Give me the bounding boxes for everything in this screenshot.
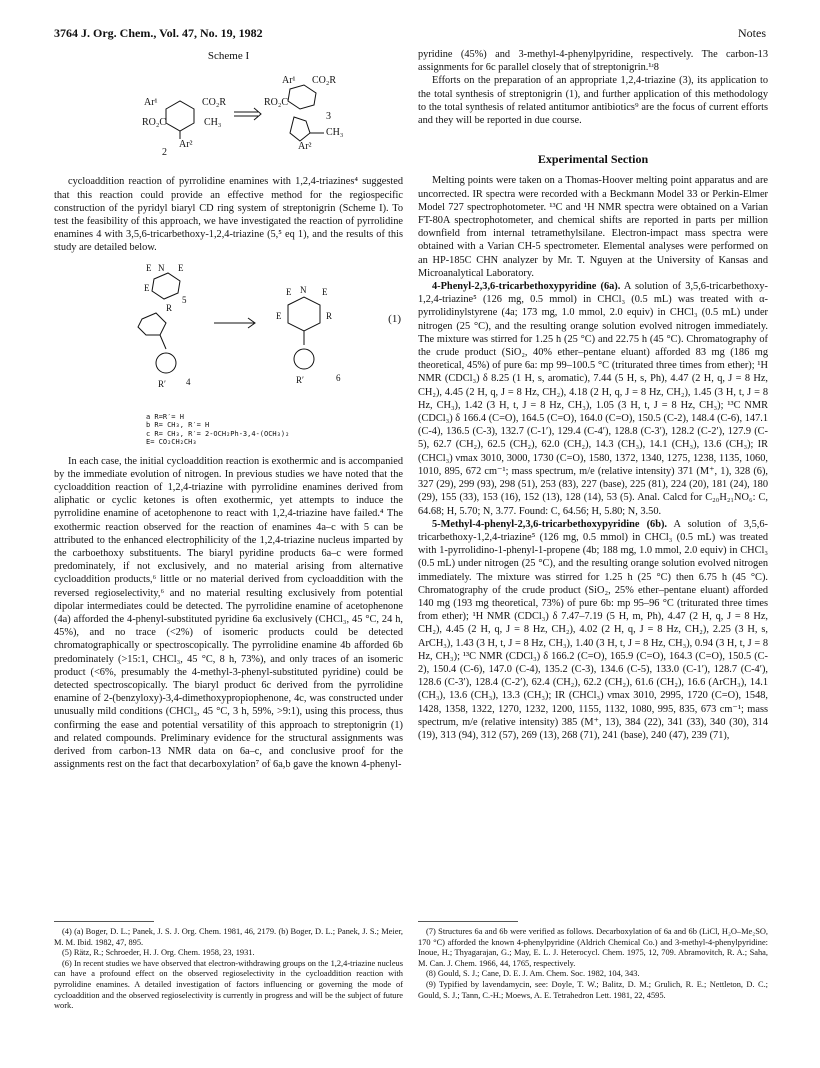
scheme-co2r-left: CO₂R <box>202 97 227 109</box>
scheme-ro2c-left: RO₂C <box>142 117 167 129</box>
footnote-8: (8) Gould, S. J.; Cane, D. E. J. Am. Chem. Soc. 1982, 104, 343. <box>426 969 640 979</box>
scheme-ar1-left: Ar¹ <box>144 97 158 109</box>
eq-E-3: E <box>144 282 150 293</box>
eq-N-1: N <box>158 262 165 273</box>
scheme-ar1-top: Ar¹ <box>282 75 296 87</box>
eq-R-6: R <box>326 310 333 321</box>
scheme-label-3: 3 <box>326 111 331 123</box>
eq-Rprime-4: R′ <box>158 378 166 389</box>
scheme-ar2-right: Ar² <box>298 141 312 153</box>
footnote-9: (9) Typified by lavendamycin, see: Doyle, T. W.; Balitz, D. M.; Grulich, R. E.; Nettleton, D. C.; Gould, S. J.; Tann, C.-H.; Moews, A. E. Tetrahedron Lett. 1981, 22, 4595. <box>418 979 768 1000</box>
eq-E-6c: E <box>276 310 282 321</box>
eq-N-6: N <box>300 284 307 295</box>
footnote-rule-left <box>54 921 154 922</box>
scheme-label-2: 2 <box>162 147 167 159</box>
paragraph-compound-6a <box>418 280 768 518</box>
aryl-ring-6 <box>294 349 314 369</box>
triazine-5-ring <box>152 273 180 299</box>
right-column <box>418 48 768 742</box>
legend-line-b: b R= CH₃, R′= H <box>146 421 210 430</box>
footnotes-left <box>54 927 403 1012</box>
scheme-diagram <box>54 67 403 171</box>
compound-6a-title: 4-Phenyl-2,3,6-tricarbethoxypyridine (6a). <box>432 281 621 293</box>
scheme-enamine-ring <box>290 117 310 141</box>
paragraph-compound-6b <box>418 518 768 742</box>
eq-R-4: R <box>166 302 173 313</box>
eq-E-1: E <box>146 262 152 273</box>
left-column <box>54 48 403 772</box>
footnote-6: (6) In recent studies we have observed that electron-withdrawing groups on the 1,2,4-triazine nucleus can have a profound effect on the observed regioselectivity in the cycloaddition reaction with pyrrolidine enamines. A detailed investigation of factors influencing or governing the mode of cycloaddition and the observed regioselectivity is currently in progress and will be the subject of future work. <box>54 958 403 1011</box>
scheme-co2r-top: CO₂R <box>312 75 337 87</box>
enamine-4-ring <box>138 313 166 335</box>
legend-line-c: c R= CH₃, R′= 2-OCH₂Ph-3,4-(OCH₃)₂ <box>146 429 290 438</box>
equation-1 <box>54 261 403 411</box>
footnote-rule-right <box>418 921 518 922</box>
experimental-heading: Experimental Section <box>537 152 649 167</box>
pyridine-6-ring <box>288 297 320 331</box>
eq-E-6b: E <box>322 286 328 297</box>
footnote-4: (4) (a) Boger, D. L.; Panek, J. S. J. Org. Chem. 1981, 46, 2179. (b) Boger, D. L.; Panek, J. S.; Meier, M. M. Ibid. 1982, 47, 895. <box>54 927 403 947</box>
eq-E-2: E <box>178 262 184 273</box>
legend-line-a: a R=R′= H <box>146 412 184 421</box>
scheme-title: Scheme I <box>207 50 250 62</box>
scheme-ar2-left: Ar² <box>179 139 193 151</box>
legend-line-e: E= CO₂CH₂CH₃ <box>146 438 197 447</box>
scheme-triazine-ring <box>288 85 316 109</box>
scheme-pyridine-ring-left <box>166 101 194 131</box>
compound-6b-title: 5-Methyl-4-phenyl-2,3,6-tricarbethoxypyridine (6b). <box>432 518 667 530</box>
eq-Rprime-6: R′ <box>296 374 304 385</box>
eq-label-6: 6 <box>336 372 341 383</box>
compound-6b-body: A solution of 3,5,6-tricarbethoxy-1,2,4-triazine⁵ (126 mg, 0.5 mmol) in CHCl₃ (0.5 mL) was treated with 1-pyrrolidino-1-phenyl-1-propene (4b; 188 mg, 1.0 mmol, 2.0 equiv) in CHCl₃ (0.5 mL) under nitrogen (25 °C), and the resulting orange solution evolved nitrogen immediately. The mixture was stirred for 1.25 h (25 °C) then 6.75 h (45 °C). Chromatography of the crude product (SiO₂, 25% ether–pentane eluant) afforded 140 mg (193 mg theoretical, 73%) of pure 6b: mp 95–96 °C (triturated three times from ether); ¹H NMR (CDCl₃) δ 7.47–7.19 (5 H, m, Ph), 4.47 (2 H, q, J = 8 Hz, CH₂), 4.45 (2 H, q, J = 8 Hz, CH₂), 4.02 (2 H, q, J = 8 Hz, CH₂), 2.25 (3 H, s, ArCH₃), 1.43 (3 H, t, J = 8 Hz, CH₃), 1.40 (3 H, t, J = 8 Hz, CH₃), 0.94 (3 H, t, J = 8 Hz, CH₃); ¹³C NMR (CDCl₃) δ 166.2 (C=O), 165.9 (C=O), 164.3 (C=O), 150.5 (C-2), 150.4 (C-6), 147.0 (C-4), 135.2 (C-3), 134.6 (C-5), 133.0 (C-1′), 128.7 (C-4′), 128.6 (C-3′), 128.4 (C-2′), 62.4 (CH₂), 62.2 (CH₂), 61.6 (CH₂), 16.6 (ArCH₃), 14.1 (CH₃), 13.6 (CH₃), 13.3 (CH₃); IR (CHCl₃) νmax 3010, 2995, 1720 (C=O), 1548, 1428, 1358, 1322, 1270, 1232, 1200, 1155, 1132, 1080, 995, 835, 673 cm⁻¹; mass spectrum, m/e (relative intensity) 385 (M⁺, 13), 384 (22), 341 (33), 340 (30), 314 (19), 313 (94), 312 (57), 269 (13), 268 (71), 241 (base), 240 (47), 239 (71), <box>418 518 768 741</box>
scheme-ch3-left: CH₃ <box>204 117 222 129</box>
scheme-ch3-right: CH₃ <box>326 127 344 139</box>
eq-E-6a: E <box>286 286 292 297</box>
footnote-7: (7) Structures 6a and 6b were verified as follows. Decarboxylation of 6a and 6b (LiCl, H₂O–Me₂SO, 170 °C) afforded the known 4-phenylpyridine (Aldrich Chemical Co.) and 3-methyl-4-phenylpyridine: Inoue, H.; Thyagarajan, G.; May, E. L. J. Heterocycl. Chem. 1975, 12, 709. Abramovitch, R. A.; Saha, M. Can. J. Chem. 1966, 44, 1765, respectively. <box>418 927 768 968</box>
aryl-ring-4 <box>156 353 176 373</box>
journal-citation: 3764 J. Org. Chem., Vol. 47, No. 19, 1982 <box>54 26 263 40</box>
equation-number: (1) <box>388 312 401 325</box>
paragraph-continuation: pyridine (45%) and 3-methyl-4-phenylpyridine, respectively. The carbon-13 assignments for 6c parallel closely that of streptonigrin.¹ʴ8 <box>418 49 768 74</box>
equation-diagram <box>54 261 403 411</box>
scheme-ro2c-right: RO₂C <box>264 97 289 109</box>
eq-label-4: 4 <box>186 376 191 387</box>
running-header <box>54 26 766 42</box>
paragraph-efforts: Efforts on the preparation of an appropriate 1,2,4-triazine (3), its application to the total synthesis of streptonigrin (1), and further application of this methodology to the total synthesis of related antitumor antibiotics⁹ are the focus of current efforts and they will be reported in due course. <box>418 75 768 127</box>
paragraph-general-methods: Melting points were taken on a Thomas-Hoover melting point apparatus and are uncorrected. IR spectra were recorded with a Beckmann Model 33 or Perkin-Elmer Model 727 spectrophotometer. ¹³C and ¹H NMR spectra were obtained on a Varian FT-80A spectrophotometer, and chemical shifts are reported in parts per million downfield from internal tetramethylsilane. Electron-impact mass spectra were obtained with a Varian CH-5 spectrometer. Elemental analyses were performed on an HP-185C CHN analyzer by Mr. T. Nguyen at the University of Kansas and Microanalytical Laboratory. <box>418 175 768 279</box>
footnotes-right <box>418 927 768 1001</box>
eq-label-5: 5 <box>182 294 187 305</box>
paragraph-results: In each case, the initial cycloaddition reaction is exothermic and is accompanied by the immediate evolution of nitrogen. In previous studies we have noted that the cycloaddition reaction of 1,2,4-triazine with pyrrolidine enamines derived from aliphatic or cyclic ketones is often exothermic, yet attempts to induce the pyrrolidine enamine of acetophenone to react with 1,2,4-triazine have failed.⁴ The exothermic reaction observed for the reaction of enamines 4a–c with 5 can be attributed to the enhanced electrophilicity of the 1,2,4-triazine nucleus imparted by the carboethoxy substituents. The biaryl pyridine products 6a–c were formed predominately, if not exclusively, and no material arising from alternative cycloaddition products,⁶ little or no material derived from cycloaddition with the reversed regioselectivity,⁶ and no material resulting exclusively from potential dipolar intermediates could be detected. The pyrrolidine enamine of acetophenone (4a) afforded the 4-phenyl-substituted pyridine 6a exclusively (CHCl₃, 45 °C, 24 h, 45%), and no trace (<2%) of isomeric products could be detected chromatographically or spectroscopically. The pyrrolidine enamine 4b afforded 6b predominately (>15:1, CHCl₃, 45 °C, 8 h, 73%), and only traces of an isomeric product (<6%, presumably the 4-methyl-3-phenyl-substituted pyridine) could be detected spectroscopically. The biaryl product 6c derived from the pyrrolidine enamine of 2-(benzyloxy)-3,4-dimethoxypropiophenone, 4c, was constructed under unusually mild conditions (CHCl₃, 45 °C, 3 h, 59%, >9:1), using this process, thus confirming the ease and potential versatility of this approach to streptonigrin (1) and related compounds. Preliminary evidence for the structural assignments was derived from carbon-13 NMR data on 6a–c, and conclusive proof for the assignments rest on the fact that decarboxylation⁷ of 6a,b gave the known 4-phenyl- <box>54 455 403 771</box>
compound-legend <box>54 413 403 449</box>
footnote-5: (5) Rätz, R.; Schroeder, H. J. Org. Chem. 1958, 23, 1931. <box>62 948 255 958</box>
paragraph-intro: cycloaddition reaction of pyrrolidine enamines with 1,2,4-triazines⁴ suggested that this reaction could provide an effective method for the regiospecific construction of the pyridyl biaryl CD ring system of streptonigrin (Scheme I). To test the feasibility of this approach, we have investigated the reaction of pyrrolidine enamines 4 with 3,5,6-tricarbethoxy-1,2,4-triazine (5,⁵ eq 1), and the results of this study are detailed below. <box>54 176 403 254</box>
section-label: Notes <box>738 26 766 40</box>
compound-6a-body: A solution of 3,5,6-tricarbethoxy-1,2,4-triazine⁵ (126 mg, 0.5 mmol) in CHCl₃ (0.5 mL) was treated with α-pyrrolidinylstyrene (4a; 173 mg, 1.0 mmol, 2.0 equiv) in CHCl₃ (0.5 mL) under nitrogen (25 °C), and the resulting orange solution evolved nitrogen immediately. The mixture was stirred for 1.25 h (25 °C) and 22.75 h (45 °C). Chromatography of the crude product (SiO₂, 40% ether–pentane eluant) afforded 83 mg (186 mg theoretical, 45%) of pure 6a: mp 99–100.5 °C (triturated three times from ether); ¹H NMR (CDCl₃) δ 8.25 (1 H, s, aromatic), 7.44 (5 H, s, Ph), 4.47 (2 H, q, J = 8 Hz, CH₂), 4.45 (2 H, q, J = 8 Hz, CH₂), 4.18 (2 H, q, J = 8 Hz, CH₂), 1.45 (3 H, t, J = 8 Hz, CH₃), 1.42 (3 H, t, J = 8 Hz, CH₃), 1.05 (3 H, t, J = 8 Hz, CH₃); ¹³C NMR (CDCl₃) δ 166.4 (C=O), 164.5 (C=O), 164.0 (C=O), 150.5 (C-2), 148.4 (C-6), 147.1 (C-4), 136.5 (C-3), 132.7 (C-1′), 129.4 (C-4′), 128.8 (C-3′), 128.2 (C-2′), 127.9 (C-5), 62.7 (CH₂), 62.5 (CH₂), 62.0 (CH₂), 14.3 (CH₃), 14.1 (CH₃), 13.6 (CH₃); IR (CHCl₃) νmax 3010, 3000, 1730 (C=O), 1580, 1372, 1340, 1275, 1238, 1135, 1060, 1010, 895, 672 cm⁻¹; mass spectrum, m/e (relative intensity) 371 (M⁺, 1), 328 (6), 327 (29), 299 (93), 298 (51), 253 (83), 227 (base), 225 (81), 224 (20), 181 (24), 180 (29), 155 (33), 153 (16), 152 (13), 128 (14), 53 (5). Anal. Calcd for C₂₀H₂₁NO₆: C, 64.68; H, 5.70; N, 3.77. Found: C, 64.56; H, 5.80; N, 3.50. <box>418 281 768 517</box>
